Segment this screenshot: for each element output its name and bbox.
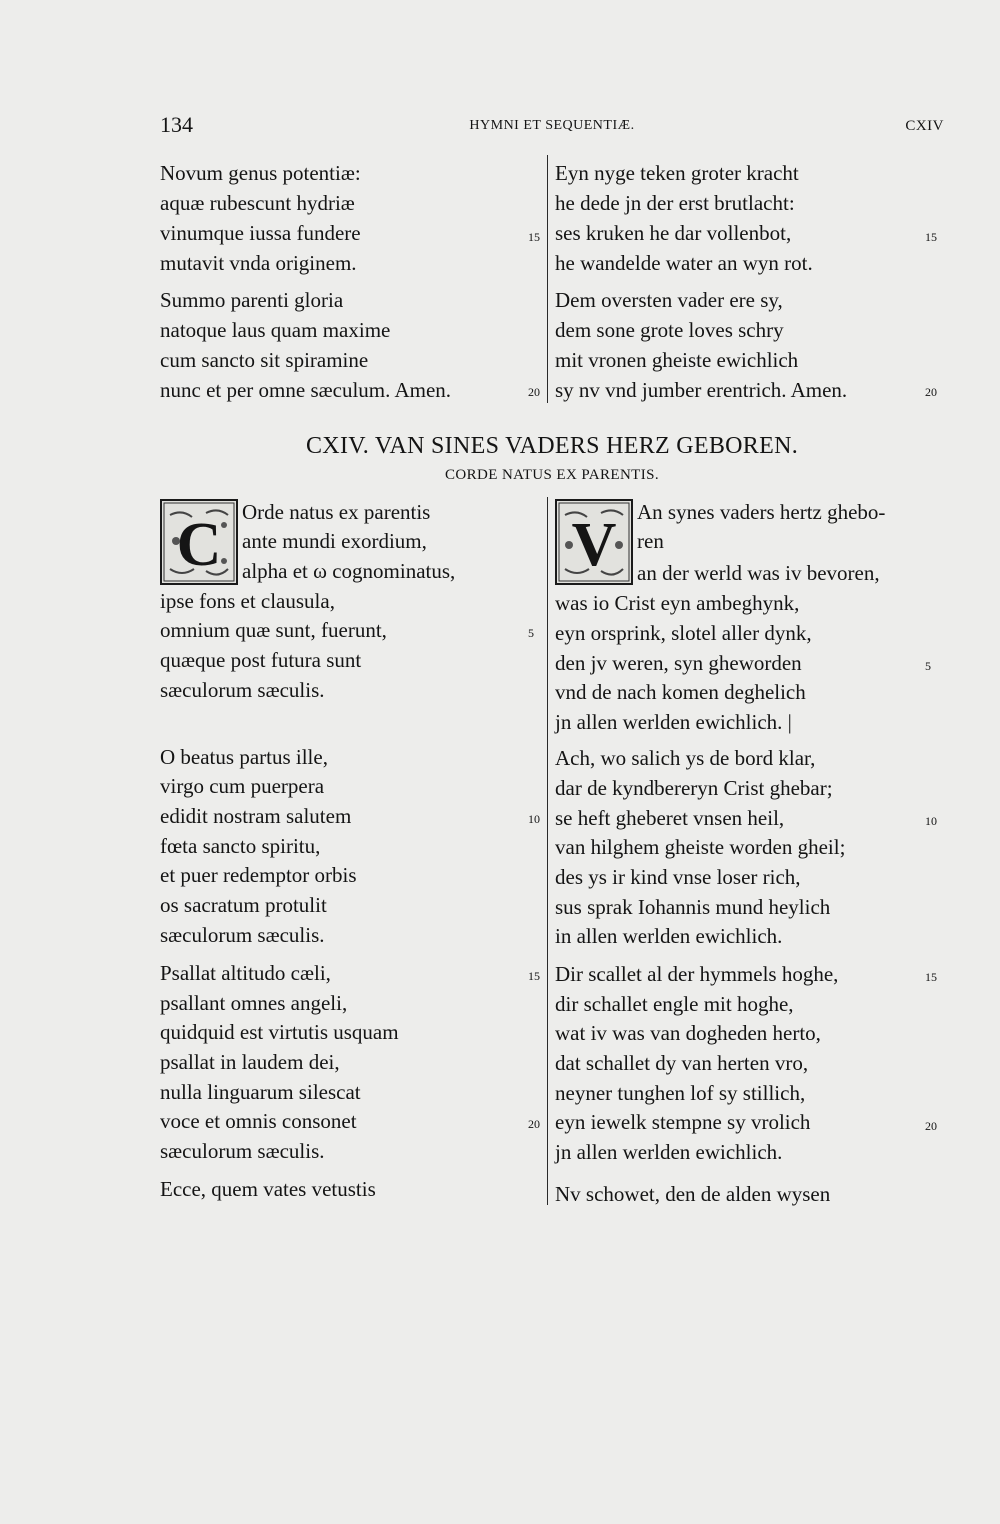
drop-cap-v-ornament xyxy=(555,499,633,585)
line-number: 20 xyxy=(925,385,937,399)
column-divider-top xyxy=(547,155,548,403)
verse-line: in allen werlden ewichlich. xyxy=(555,924,783,948)
verse-line: an der werld was iv bevoren, xyxy=(637,561,880,585)
verse-line: Psallat altitudo cæli, xyxy=(160,961,331,985)
line-number: 5 xyxy=(528,626,534,640)
drop-cap-letter: V xyxy=(571,511,617,579)
verse-line: sy nv vnd jumber erentrich. Amen. xyxy=(555,378,848,402)
verse-line: mit vronen gheiste ewichlich xyxy=(555,348,799,372)
verse-line: neyner tunghen lof sy stillich, xyxy=(555,1081,806,1105)
verse-line: eyn orsprink, slotel aller dynk, xyxy=(555,621,812,645)
verse-line: Eyn nyge teken groter kracht xyxy=(555,161,799,185)
verse-line: wat iv was van dogheden herto, xyxy=(555,1021,821,1045)
verse-line: dar de kyndbereryn Crist ghebar; xyxy=(555,776,833,800)
verse-line: omnium quæ sunt, fuerunt, xyxy=(160,618,387,642)
line-number: 15 xyxy=(528,230,540,244)
page-number: 134 xyxy=(160,112,193,137)
verse-line: edidit nostram salutem xyxy=(160,804,352,828)
verse-line: quæque post futura sunt xyxy=(160,648,362,672)
verse-line: aquæ rubescunt hydriæ xyxy=(160,191,355,215)
line-number: 5 xyxy=(925,659,931,673)
verse-line: vinumque iussa fundere xyxy=(160,221,361,245)
hymn-title: CXIV. VAN SINES VADERS HERZ GEBOREN. xyxy=(306,433,798,459)
verse-line: sæculorum sæculis. xyxy=(160,678,325,702)
verse-line: was io Crist eyn ambeghynk, xyxy=(555,591,800,615)
line-number: 20 xyxy=(528,385,540,399)
verse-line: quidquid est virtutis usquam xyxy=(160,1020,399,1044)
line-number: 15 xyxy=(528,969,540,983)
drop-cap-c-ornament xyxy=(160,499,238,585)
hymn-subtitle: CORDE NATUS EX PARENTIS. xyxy=(444,467,660,483)
line-number: 10 xyxy=(925,814,937,828)
verse-line: nunc et per omne sæculum. Amen. xyxy=(160,378,452,402)
verse-line: dir schallet engle mit hoghe, xyxy=(555,992,794,1016)
verse-line: van hilghem gheiste worden gheil; xyxy=(555,835,846,859)
verse-line: ses kruken he dar vollenbot, xyxy=(555,221,792,245)
verse-line: Ach, wo salich ys de bord klar, xyxy=(555,746,816,770)
verse-line: virgo cum puerpera xyxy=(160,774,325,798)
running-header xyxy=(160,112,944,142)
verse-line: sæculorum sæculis. xyxy=(160,923,325,947)
line-number: 20 xyxy=(925,1119,937,1133)
verse-line: cum sancto sit spiramine xyxy=(160,348,369,372)
line-number: 15 xyxy=(925,230,937,244)
verse-line: Orde natus ex parentis xyxy=(242,500,431,524)
drop-cap-letter: C xyxy=(176,511,222,579)
hymn-number: CXIV xyxy=(905,118,944,134)
verse-line: alpha et ω cognominatus, xyxy=(242,559,456,583)
verse-line: psallant omnes angeli, xyxy=(160,991,348,1015)
verse-line: he wandelde water an wyn rot. xyxy=(555,251,813,275)
verse-line: dat schallet dy van herten vro, xyxy=(555,1051,809,1075)
verse-line: Summo parenti gloria xyxy=(160,288,344,312)
verse-line: se heft gheberet vnsen heil, xyxy=(555,806,785,830)
verse-line: nulla linguarum silescat xyxy=(160,1080,361,1104)
verse-line: ipse fons et clausula, xyxy=(160,589,335,613)
verse-line: os sacratum protulit xyxy=(160,893,327,917)
verse-line: jn allen werlden ewichlich. | xyxy=(555,710,792,734)
verse-line: psallat in laudem dei, xyxy=(160,1050,340,1074)
verse-line: des ys ir kind vnse loser rich, xyxy=(555,865,801,889)
verse-line: O beatus partus ille, xyxy=(160,745,328,769)
verse-line: den jv weren, syn gheworden xyxy=(555,651,802,675)
verse-line: sæculorum sæculis. xyxy=(160,1139,325,1163)
verse-line: eyn iewelk stempne sy vrolich xyxy=(555,1110,811,1134)
verse-line: Novum genus potentiæ: xyxy=(160,161,361,185)
verse-line: jn allen werlden ewichlich. xyxy=(555,1140,783,1164)
verse-line: et puer redemptor orbis xyxy=(160,863,357,887)
line-number: 15 xyxy=(925,970,937,984)
verse-line: mutavit vnda originem. xyxy=(160,251,357,275)
verse-line: dem sone grote loves schry xyxy=(555,318,784,342)
verse-line: Nv schowet, den de alden wysen xyxy=(555,1182,831,1206)
verse-line: ante mundi exordium, xyxy=(242,529,427,553)
line-number: 20 xyxy=(528,1117,540,1131)
verse-line: he dede jn der erst brutlacht: xyxy=(555,191,795,215)
running-title: HYMNI ET SEQUENTIÆ. xyxy=(469,118,635,133)
verse-line: vnd de nach komen deghelich xyxy=(555,680,806,704)
verse-line: sus sprak Iohannis mund heylich xyxy=(555,895,831,919)
line-number: 10 xyxy=(528,812,540,826)
verse-line: voce et omnis consonet xyxy=(160,1109,357,1133)
column-divider-main xyxy=(547,497,548,1205)
verse-line: fœta sancto spiritu, xyxy=(160,834,321,858)
verse-line: Dir scallet al der hymmels hoghe, xyxy=(555,962,839,986)
verse-line: natoque laus quam maxime xyxy=(160,318,391,342)
verse-line: ren xyxy=(637,529,664,553)
verse-line: Ecce, quem vates vetustis xyxy=(160,1177,376,1201)
verse-line: An synes vaders hertz ghebo- xyxy=(637,500,886,524)
verse-line: Dem oversten vader ere sy, xyxy=(555,288,783,312)
